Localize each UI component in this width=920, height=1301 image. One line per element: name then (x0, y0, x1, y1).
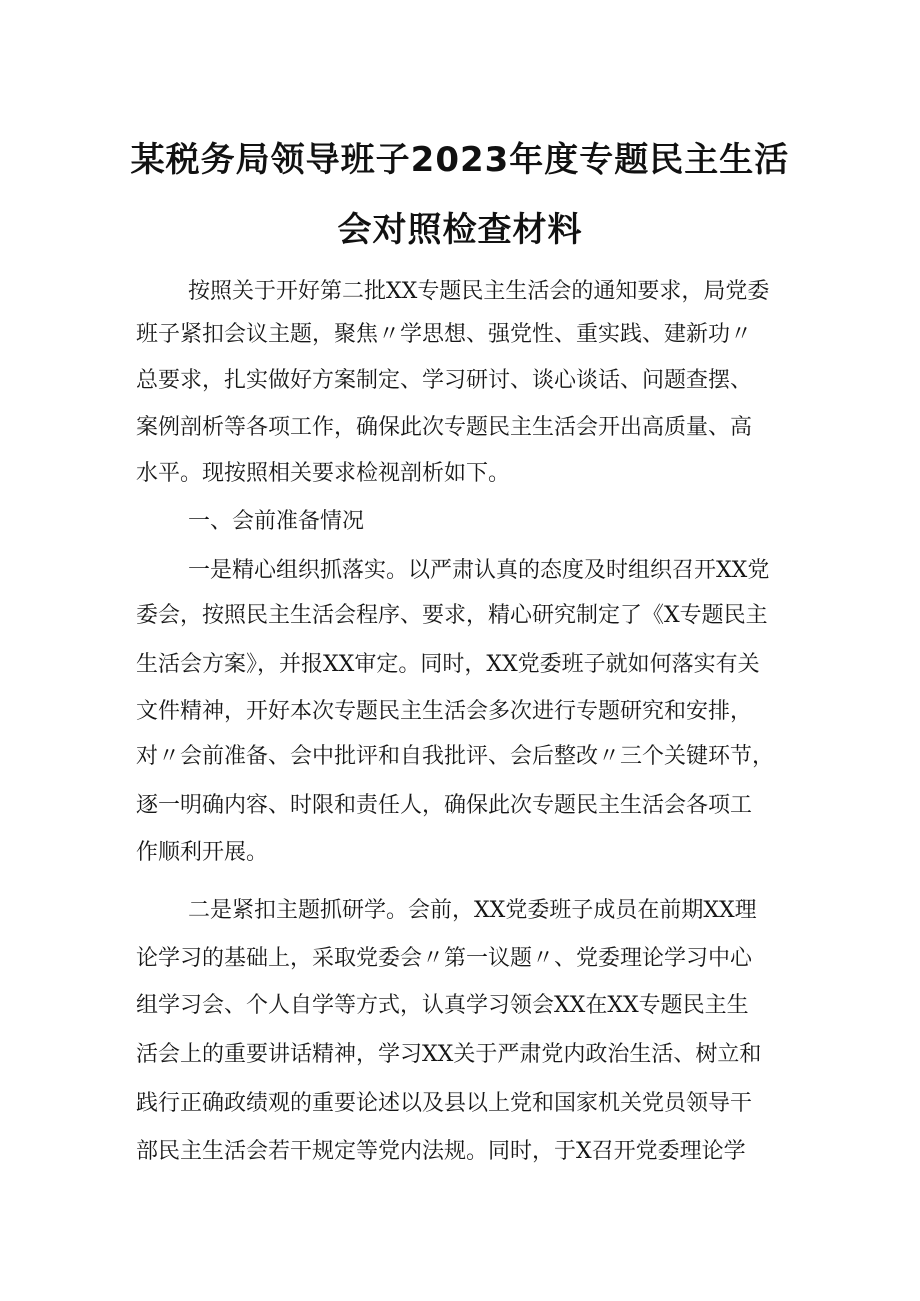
paragraph-line: 生活会方案》，并报XX审定。同时，XX党委班子就如何落实有关 (136, 652, 760, 677)
paragraph-line: 活会上的重要讲话精神，学习XX关于严肃党内政治生活、树立和 (136, 1042, 762, 1067)
paragraph-line: 班子紧扣会议主题，聚焦〃学思想、强党性、重实践、建新功〃 (136, 322, 753, 347)
paragraph-line: 水平。现按照相关要求检视剖析如下。 (136, 461, 511, 486)
paragraph-line: 二是紧扣主题抓研学。会前，XX党委班子成员在前期XX理 (188, 898, 757, 923)
document-title-line-2: 会对照检查材料 (337, 210, 583, 250)
paragraph-line: 部民主生活会若干规定等党内法规。同时，于X召开党委理论学 (136, 1139, 746, 1164)
paragraph-line: 一是精心组织抓落实。以严肃认真的态度及时组织召开XX党 (188, 558, 770, 583)
paragraph-line: 对〃会前准备、会中批评和自我批评、会后整改〃三个关键环节， (136, 744, 775, 769)
paragraph-line: 组学习会、个人自学等方式，认真学习领会XX在XX专题民主生 (136, 993, 749, 1018)
paragraph-line: 委会，按照民主生活会程序、要求，精心研究制定了《X专题民主 (136, 603, 768, 628)
document-title-line-1: 某税务局领导班子2023年度专题民主生活 (130, 140, 790, 180)
paragraph-line: 践行正确政绩观的重要论述以及县以上党和国家机关党员领导干 (136, 1091, 753, 1116)
paragraph-line: 文件精神，开好本次专题民主生活会多次进行专题研究和安排， (136, 699, 753, 724)
paragraph-line: 作顺利开展。 (136, 840, 269, 865)
paragraph-line: 案例剖析等各项工作，确保此次专题民主生活会开出高质量、高 (136, 415, 753, 440)
paragraph-line: 总要求，扎实做好方案制定、学习研讨、谈心谈话、问题查摆、 (136, 368, 753, 393)
paragraph-line: 逐一明确内容、时限和责任人，确保此次专题民主生活会各项工 (136, 793, 753, 818)
paragraph-line: 论学习的基础上，采取党委会〃第一议题〃、党委理论学习中心 (136, 946, 753, 971)
section-heading: 一、会前准备情况 (188, 509, 365, 534)
paragraph-line: 按照关于开好第二批XX专题民主生活会的通知要求，局党委 (188, 279, 770, 304)
